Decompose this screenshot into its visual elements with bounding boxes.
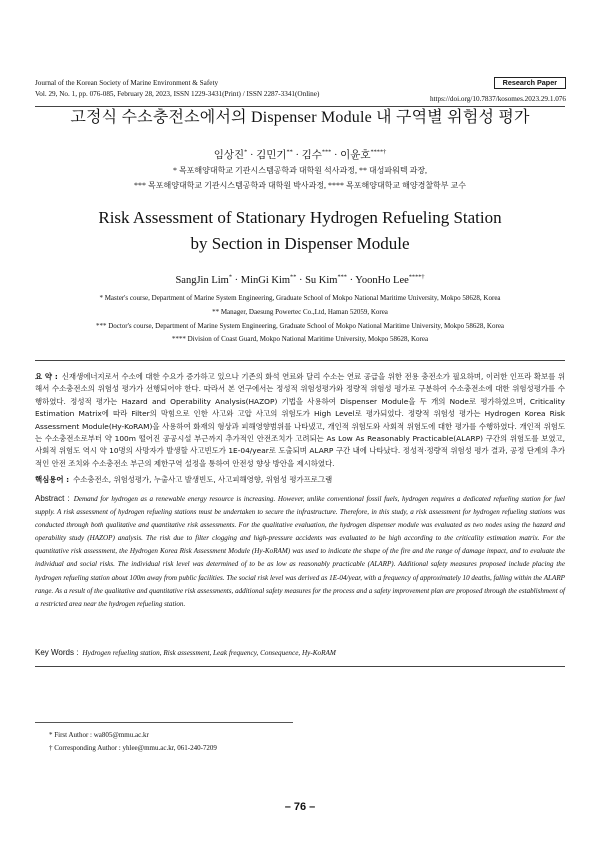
author-separator: · — [232, 275, 241, 286]
keywords-korean-text: 수소충전소, 위험성평가, 누출사고 발생빈도, 사고피해영향, 위험성 평가프로그램 — [73, 475, 333, 484]
affiliation-english-4: **** Division of Coast Guard, Mokpo National Maritime University, Mokpo 58628, Korea — [171, 335, 429, 343]
body-end-rule — [35, 666, 565, 667]
title-english-line2: by Section in Dispenser Module — [190, 234, 410, 253]
keywords-korean-label: 핵심용어 : — [35, 475, 70, 484]
affiliation-korean-2: *** 목포해양대학교 기관시스템공학과 대학원 박사과정, **** 목포해양대학교 해양경찰학부 교수 — [134, 181, 466, 190]
section-rule — [35, 360, 565, 361]
title-english-line1: Risk Assessment of Stationary Hydrogen Refueling Station — [98, 208, 502, 227]
author-mark: ****† — [408, 273, 425, 281]
author-name: 김수 — [301, 150, 322, 161]
abstract-english-text: Demand for hydrogen as a renewable energy resource is increasing. However, unlike conventional fossil fuels, hydrogen requires a dedicated refueling station for fuel supply. A risk assessment of hydrogen refueling stations must be undertaken to secure the infrastructure. Therefore, in this study, a risk assessment for hydrogen refueling stations was conducted through both qualitative and quantitative risk assessments. For the qualitative evaluation, the hydrogen dispenser module was evaluated as two nodes using the hazard and operability study (HAZOP) analysis. The risk due to filter clogging and high-pressure accidents was evaluated to be high according to the criticality estimation matrix. For the quantitative risk assessment, the Hydrogen Korea Risk Assessment Module (Hy-KoRAM) was used to indicate the shape of the fire and the range of damage impact, and to evaluate the individual and social risks. The individual risk level was determined of to be as low as reasonably practicable (ALARP). Additional safety measures proposed include placing the hydrogen refueling station about 100m away from public facilities. The social risk level was derived as 1E-04/year, with a frequency of approximately 10 deaths, falling within the ALARP range. As a result of the qualitative and quantitative risk assessments, additional safety measures for the process and a safety improvement plan are proposed through the establishment of a restricted area near the hydrogen refueling station. — [35, 495, 565, 608]
keywords-english — [35, 648, 565, 657]
author-mark: ****† — [370, 148, 387, 156]
affiliation-english-3: *** Doctor's course, Department of Marine System Engineering, Graduate School of Mokpo National Maritime University, Mokpo 58628, Korea — [95, 322, 505, 330]
author-mark: ** — [286, 148, 293, 156]
author-separator: · — [292, 150, 302, 161]
abstract-english — [35, 492, 565, 611]
affiliation-english-2: ** Manager, Daesung Powertec Co.,Ltd, Haman 52059, Korea — [212, 308, 388, 316]
author-separator: · — [296, 275, 306, 286]
page-number: – 76 – — [284, 801, 316, 813]
author-mark: *** — [321, 148, 332, 156]
doi-link[interactable]: https://doi.org/10.7837/kosomes.2023.29.1.076 — [429, 95, 566, 103]
affiliation-korean-1: * 목포해양대학교 기관시스템공학과 대학원 석사과정, ** 대성파워텍 과장, — [172, 166, 428, 175]
keywords-korean — [35, 474, 565, 485]
author-separator: · — [247, 150, 257, 161]
author-name: MinGi Kim — [240, 275, 291, 286]
footnote-first-author: * First Author : wa805@mmu.ac.kr — [49, 731, 149, 739]
authors-korean — [0, 147, 600, 162]
author-mark: * — [228, 273, 232, 281]
authors-english — [0, 275, 600, 286]
footnote-rule — [35, 722, 293, 723]
keywords-english-text: Hydrogen refueling station, Risk assessment, Leak frequency, Consequence, Hy-KoRAM — [82, 649, 336, 657]
abstract-korean — [35, 371, 565, 470]
author-mark: *** — [337, 273, 347, 281]
abstract-korean-text: 신재생에너지로서 수소에 대한 수요가 증가하고 있으나 기존의 화석 연료와 달리 수소는 연료 공급을 위한 전용 충전소가 필요하며, 이러한 인프라 확보를 위해서 수소충전소의 위험성 평가가 선행되어야 한다. 따라서 본 연구에서는 정성적 위험성평가와 정량적 위험성 평가로 구분하여 수소충전소에 대한 위험성평가를 수행하였다. 정성적 평가는 Hazard and Operability Analysis(HAZOP) 기법을 사용하여 Dispenser Module을 두 개의 Node로 평가하였으며, Criticality Estimation Matrix에 따라 Filter의 막힘으로 인한 사고와 고압 사고의 위험도가 High Level로 평가되었다. 정량적 위험성 평가는 Hydrogen Korea Risk Assessment Module(Hy-KoRAM)을 사용하여 화재의 형상과 피해영향범위를 나타냈고, 개인적 위험도와 사회적 위험도에 대한 평가를 수행하였다. 개인적 위험도는 수소충전소로부터 약 100m 떨어진 공공시설 부근까지 추가적인 안전조치가 고려되는 As Low As Reasonably Practicable(ALARP) 구간의 위험도를 보였고, 사회적 위험도 역시 약 10명의 사망자가 발생할 사고빈도가 1E-04/year로 도출되며 ALARP 구간 내에 나타났다. 정성적·정량적 위험성 평가 결과, 공정 단계의 추가적인 안전 조치와 수소충전소 부근의 제한구역 설정을 통하여 안전성 향상 방안을 제시하였다. — [35, 372, 565, 468]
journal-info — [35, 78, 319, 99]
author-name: 이윤호 — [340, 150, 371, 161]
footnote-corresponding-author: † Corresponding Author : yhlee@mmu.ac.kr, 061-240-7209 — [49, 744, 217, 752]
keywords-english-label: Key Words : — [35, 648, 79, 657]
abstract-korean-label: 요 약 : — [35, 372, 58, 381]
author-separator: · — [331, 150, 341, 161]
journal-name: Journal of the Korean Society of Marine Environment & Safety — [35, 79, 219, 87]
author-mark: * — [244, 148, 248, 156]
author-name: Su Kim — [305, 275, 338, 286]
research-paper-badge: Research Paper — [494, 77, 566, 89]
author-mark: ** — [290, 273, 297, 281]
author-name: YoonHo Lee — [355, 275, 409, 286]
abstract-english-label: Abstract : — [35, 494, 70, 503]
author-name: 임상진 — [213, 150, 245, 161]
author-name: 김민기 — [256, 150, 287, 161]
author-name: SangJin Lim — [175, 275, 229, 286]
affiliation-english-1: * Master's course, Department of Marine System Engineering, Graduate School of Mokpo National Maritime University, Mokpo 58628, Korea — [99, 294, 501, 302]
author-separator: · — [346, 275, 356, 286]
title-korean: 고정식 수소충전소에서의 Dispenser Module 내 구역별 위험성 평가 — [70, 109, 530, 126]
journal-volume: Vol. 29, No. 1, pp. 076-085, February 28, 2023, ISSN 1229-3431(Print) / ISSN 2287-3341(Online) — [35, 89, 320, 98]
